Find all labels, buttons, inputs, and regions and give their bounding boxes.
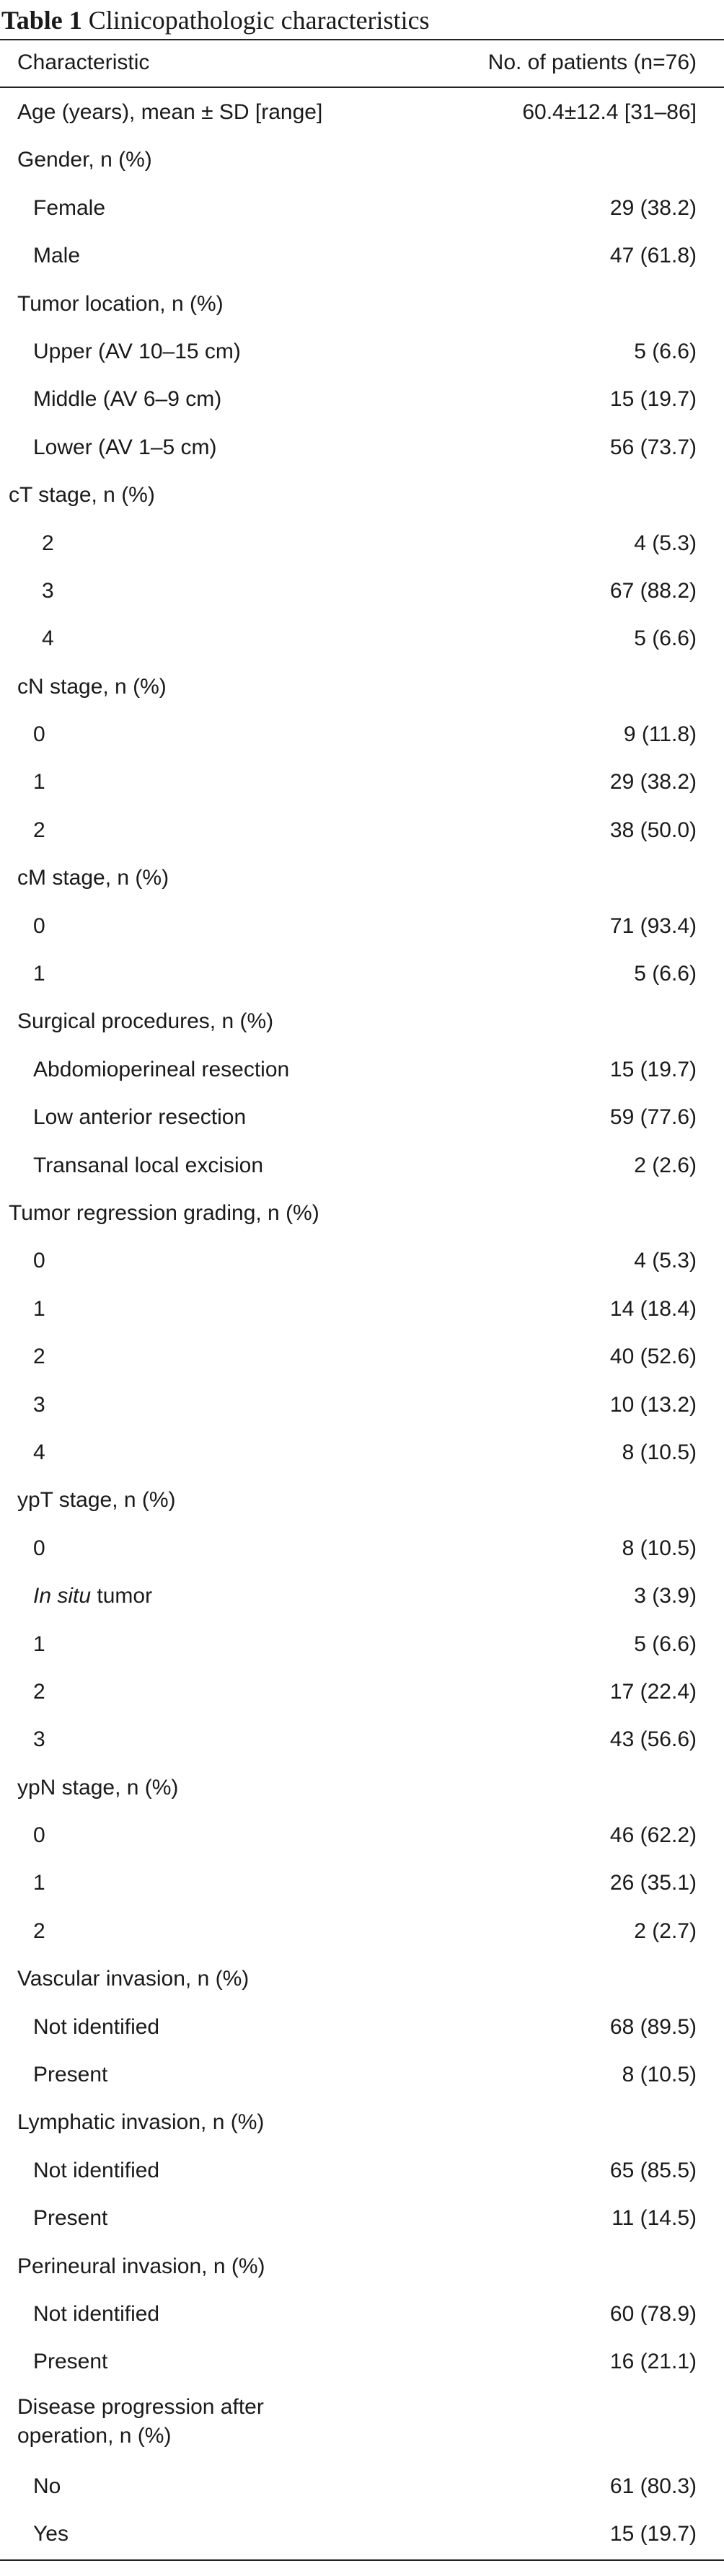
row-label: 3 (33, 1392, 45, 1417)
row-label: cT stage, n (%) (9, 483, 155, 508)
table-row (0, 1045, 724, 1093)
row-label: 2 (33, 1918, 45, 1943)
table-row (0, 663, 724, 710)
row-value: 60 (78.9) (609, 2301, 697, 2326)
table-row (0, 2146, 724, 2194)
table-row (0, 710, 724, 758)
table-row (0, 2050, 724, 2098)
row-label: 3 (42, 578, 54, 603)
table-row (0, 2337, 724, 2385)
table-row (0, 327, 724, 375)
table-row (0, 1285, 724, 1332)
row-label: 4 (33, 1440, 45, 1464)
table-row (0, 902, 724, 950)
row-value: 65 (85.5) (609, 2158, 697, 2182)
table-row (0, 1236, 724, 1284)
row-label: Surgical procedures, n (%) (17, 1009, 274, 1034)
row-label: 1 (33, 962, 45, 986)
row-label: Lower (AV 1–5 cm) (33, 435, 217, 459)
table-row (0, 1476, 724, 1523)
header-characteristic: Characteristic (17, 50, 150, 74)
row-value: 43 (56.6) (609, 1727, 697, 1752)
table-row (0, 2194, 724, 2241)
row-label: No (33, 2474, 61, 2498)
table-row (0, 1381, 724, 1428)
table-row (0, 1620, 724, 1668)
table-row (0, 2290, 724, 2337)
row-label: Tumor regression grading, n (%) (9, 1200, 319, 1225)
row-value: 15 (19.7) (609, 2522, 697, 2546)
row-value: 11 (14.5) (612, 2206, 697, 2231)
row-value: 67 (88.2) (609, 578, 697, 603)
table-row (0, 1141, 724, 1189)
table-row (0, 1668, 724, 1715)
row-label: Age (years), mean ± SD [range] (17, 100, 323, 124)
row-label: Transanal local excision (33, 1153, 264, 1177)
table-row (0, 950, 724, 997)
table-row (0, 1763, 724, 1811)
table-row (0, 1715, 724, 1763)
row-value: 10 (13.2) (609, 1392, 697, 1417)
table-row (0, 854, 724, 901)
row-value: 46 (62.2) (609, 1823, 697, 1848)
table-row (0, 231, 724, 279)
table-row (0, 758, 724, 805)
row-value: 15 (19.7) (609, 1057, 697, 1081)
table-row (0, 519, 724, 567)
table-row (0, 614, 724, 662)
table-row (0, 2003, 724, 2050)
row-value: 47 (61.8) (609, 244, 697, 268)
row-label: Male (33, 244, 81, 268)
table-body (0, 88, 724, 2558)
table-caption (1, 3, 430, 37)
row-value: 59 (77.6) (609, 1105, 697, 1130)
row-value: 38 (50.0) (609, 818, 697, 842)
row-value: 68 (89.5) (609, 2014, 697, 2039)
row-value: 5 (6.6) (634, 962, 697, 986)
row-label: 1 (33, 1871, 45, 1895)
table-row (0, 375, 724, 422)
table-row (0, 471, 724, 518)
row-label (33, 1582, 152, 1611)
table-caption-title: Clinicopathologic characteristics (88, 6, 430, 35)
table-row (0, 423, 724, 471)
row-value: 3 (3.9) (634, 1584, 697, 1608)
row-label: 2 (33, 818, 45, 842)
row-label: cN stage, n (%) (17, 674, 167, 699)
row-value: 40 (52.6) (609, 1345, 697, 1369)
row-label: 0 (33, 913, 45, 938)
table-row (0, 88, 724, 136)
row-label: 2 (42, 531, 54, 555)
row-value: 9 (11.8) (623, 722, 697, 747)
row-label-italic: In situ (33, 1584, 92, 1608)
table-row (0, 280, 724, 327)
row-label: Tumor location, n (%) (17, 291, 224, 316)
table-row (0, 1093, 724, 1141)
table-row (0, 2098, 724, 2146)
row-label: 0 (33, 1249, 45, 1273)
row-label: Upper (AV 10–15 cm) (33, 339, 241, 363)
row-value: 4 (5.3) (634, 531, 697, 555)
row-label: 0 (33, 1536, 45, 1560)
row-label: 1 (33, 1632, 45, 1656)
row-value: 14 (18.4) (609, 1296, 697, 1321)
row-value: 60.4±12.4 [31–86] (522, 100, 697, 124)
table-row (0, 2462, 724, 2510)
row-label: Present (33, 2350, 108, 2374)
table-row (0, 1189, 724, 1236)
row-label: Not identified (33, 2301, 160, 2326)
row-value: 8 (10.5) (622, 2063, 697, 2087)
row-label: Female (33, 195, 106, 220)
table-row (0, 806, 724, 854)
row-value: 4 (5.3) (634, 1249, 697, 1273)
row-label: Vascular invasion, n (%) (17, 1967, 250, 1991)
row-value: 16 (21.1) (609, 2350, 697, 2374)
top-rule (0, 39, 724, 40)
table-row (0, 2386, 724, 2462)
row-label: ypT stage, n (%) (17, 1488, 176, 1513)
row-value: 8 (10.5) (622, 1440, 697, 1464)
row-value: 29 (38.2) (609, 770, 697, 795)
table-row (0, 136, 724, 183)
table-row (0, 1955, 724, 2002)
row-label: 2 (33, 1679, 45, 1704)
row-value: 29 (38.2) (609, 195, 697, 220)
row-label: Middle (AV 6–9 cm) (33, 387, 222, 412)
table-row (0, 1572, 724, 1619)
row-value: 5 (6.6) (634, 627, 697, 651)
row-label: Perineural invasion, n (%) (17, 2254, 265, 2278)
row-value: 5 (6.6) (634, 339, 697, 363)
bottom-rule (0, 2559, 724, 2561)
table-row (0, 1428, 724, 1476)
table-row (0, 1859, 724, 1906)
row-value: 17 (22.4) (609, 1679, 697, 1704)
row-value: 8 (10.5) (622, 1536, 697, 1560)
row-label: Yes (33, 2522, 69, 2546)
row-label: Disease progression after operation, n (%) (17, 2394, 264, 2448)
row-label: Low anterior resection (33, 1105, 247, 1130)
row-label: cM stage, n (%) (17, 866, 169, 890)
row-value: 5 (6.6) (634, 1632, 697, 1656)
table-caption-tag: Table 1 (1, 6, 82, 35)
row-label: 2 (33, 1345, 45, 1369)
table-row (0, 2242, 724, 2290)
row-value: 26 (35.1) (609, 1871, 697, 1895)
table-row (0, 2510, 724, 2557)
row-value: 2 (2.7) (634, 1918, 697, 1943)
table-row (0, 567, 724, 614)
table-row (0, 1907, 724, 1955)
row-label: ypN stage, n (%) (17, 1775, 179, 1800)
row-label: Present (33, 2063, 108, 2087)
row-label-rest: tumor (91, 1584, 153, 1608)
row-label: Lymphatic invasion, n (%) (17, 2110, 265, 2135)
header-patient-count: No. of patients (n=76) (487, 50, 697, 74)
table-row (0, 184, 724, 231)
row-label: 4 (42, 627, 54, 651)
row-value: 61 (80.3) (609, 2474, 697, 2498)
row-label: Gender, n (%) (17, 148, 152, 172)
row-label: Abdomioperineal resection (33, 1057, 290, 1081)
row-label: 0 (33, 722, 45, 747)
row-value: 71 (93.4) (609, 913, 697, 938)
table-row (0, 997, 724, 1045)
row-label: 0 (33, 1823, 45, 1848)
row-label: Not identified (33, 2014, 160, 2039)
row-label: 3 (33, 1727, 45, 1752)
table-row (0, 1332, 724, 1380)
row-label: 1 (33, 1296, 45, 1321)
table-row (0, 1524, 724, 1572)
row-label: Present (33, 2206, 108, 2231)
table-row (0, 1811, 724, 1859)
table-header (0, 42, 724, 85)
row-value: 2 (2.6) (634, 1153, 697, 1177)
row-label: 1 (33, 770, 45, 795)
row-value: 15 (19.7) (609, 387, 697, 412)
row-value: 56 (73.7) (609, 435, 697, 459)
row-label: Not identified (33, 2158, 160, 2182)
